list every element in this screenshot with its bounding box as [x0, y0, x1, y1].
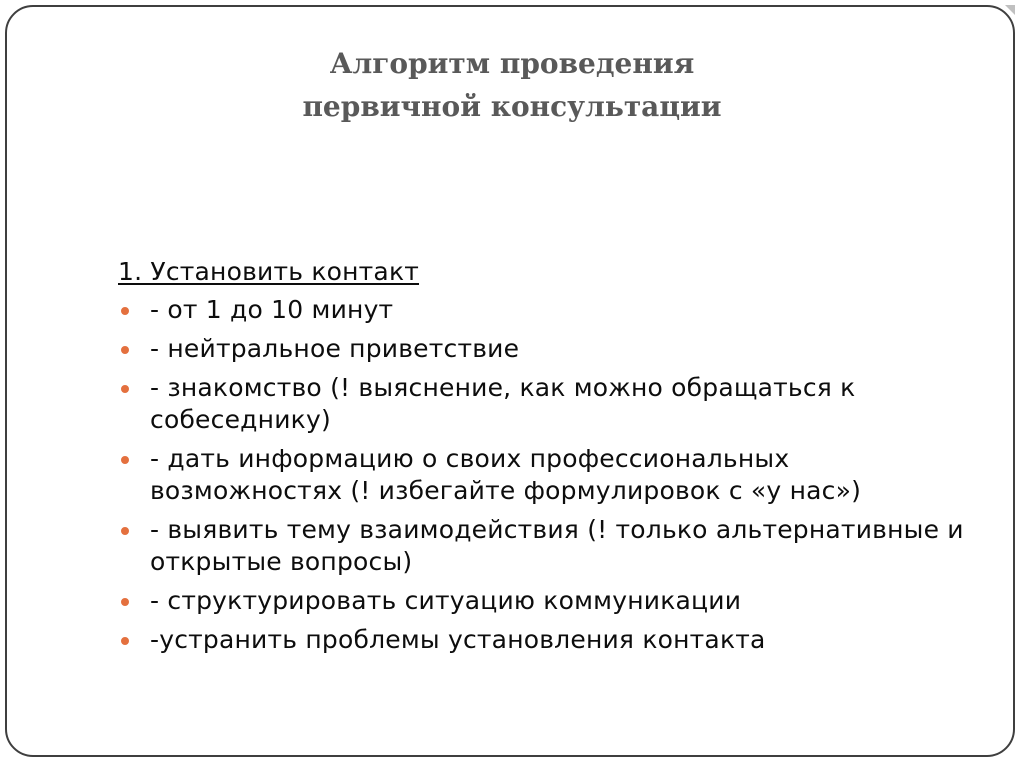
list-item-text: -устранить проблемы установления контакта: [150, 625, 766, 654]
slide-title-line-2: первичной консультации: [302, 90, 722, 123]
list-item: [118, 443, 978, 507]
list-item-text: - нейтральное приветствие: [150, 334, 520, 363]
slide-title-line-1: Алгоритм проведения: [329, 47, 695, 80]
list-item: [118, 514, 978, 578]
bullet-list: [118, 294, 978, 656]
list-item-text: - знакомство (! выяснение, как можно обращаться к собеседнику): [150, 373, 856, 434]
bullet-dot-icon: [121, 307, 129, 315]
list-item-text: - от 1 до 10 минут: [150, 295, 394, 324]
list-item: [118, 333, 978, 365]
list-item: [118, 624, 978, 656]
list-item: [118, 294, 978, 326]
bullet-dot-icon: [121, 385, 129, 393]
bullet-dot-icon: [121, 346, 129, 354]
list-item-text: - структурировать ситуацию коммуникации: [150, 586, 742, 615]
list-item-text: - выявить тему взаимодействия (! только альтернативные и открытые вопросы): [150, 515, 964, 576]
bullet-dot-icon: [121, 598, 129, 606]
list-item: [118, 585, 978, 617]
list-item: [118, 372, 978, 436]
slide-content: [118, 256, 978, 663]
bullet-dot-icon: [121, 527, 129, 535]
bullet-dot-icon: [121, 637, 129, 645]
section-heading: 1. Установить контакт: [118, 257, 420, 286]
page-corner-fold: [1005, 5, 1015, 15]
bullet-dot-icon: [121, 456, 129, 464]
list-item-text: - дать информацию о своих профессиональных возможностях (! избегайте формулировок с «у нас»): [150, 444, 862, 505]
